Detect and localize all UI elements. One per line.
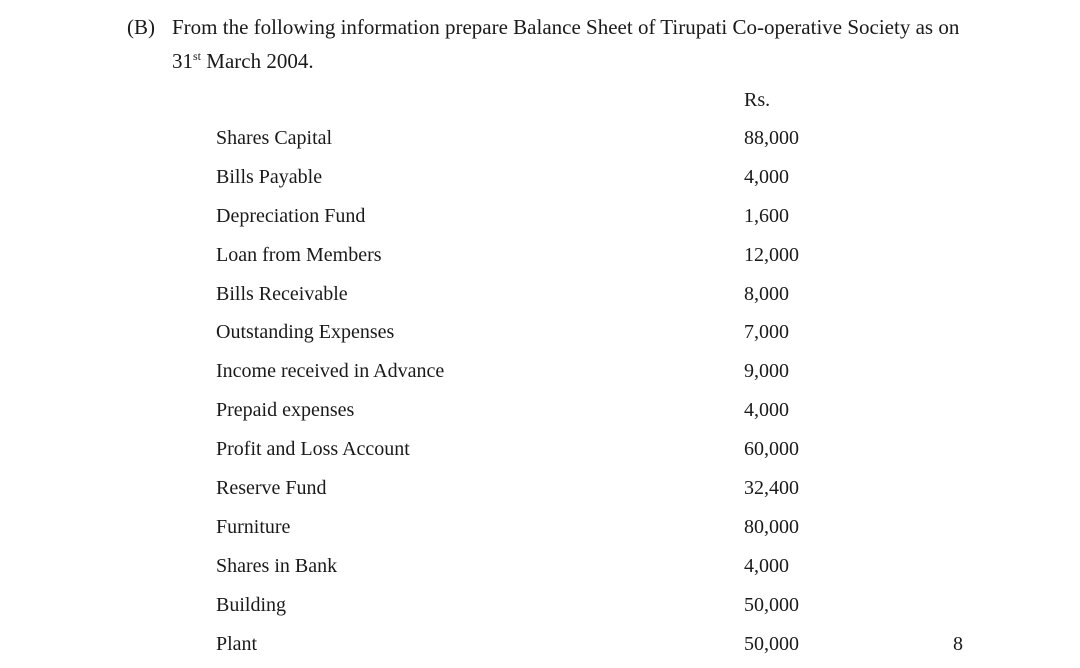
item-amount: 4,000 [744,165,789,188]
list-item [0,552,1080,591]
list-item [0,241,1080,280]
item-amount: 8,000 [744,282,789,305]
item-amount: 7,000 [744,321,789,344]
list-item [0,202,1080,241]
date-suffix: st [193,49,202,63]
item-amount: 9,000 [744,360,789,383]
item-label: Plant [216,632,258,655]
item-label: Bills Payable [216,165,323,188]
item-amount: 88,000 [744,127,799,149]
item-amount: 4,000 [744,399,789,422]
item-label: Building [216,593,287,616]
list-item [0,435,1080,474]
item-label: Income received in Advance [216,360,445,383]
list-item [0,630,1080,668]
item-amount: 1,600 [744,204,789,227]
question-text: From the following information prepare Balance Sheet of Tirupati Co-operative Society as on [172,15,960,39]
page-number: 8 [953,633,963,655]
list-item [0,591,1080,630]
item-label: Bills Receivable [216,282,348,305]
list-item [0,474,1080,513]
date-day: 31 [172,49,193,73]
list-item [0,357,1080,396]
list-item [0,513,1080,552]
currency-header: Rs. [744,89,771,111]
item-label: Furniture [216,515,291,538]
item-label: Outstanding Expenses [216,321,395,344]
list-item [0,280,1080,319]
item-label: Depreciation Fund [216,204,366,227]
item-label: Prepaid expenses [216,399,355,422]
item-label: Loan from Members [216,243,382,266]
item-label: Reserve Fund [216,477,327,500]
item-label: Shares Capital [216,127,333,149]
item-label: Profit and Loss Account [216,438,410,461]
question-label: (B) [127,15,155,39]
item-amount: 50,000 [744,593,799,616]
item-amount: 50,000 [744,632,799,655]
item-amount: 32,400 [744,477,799,500]
list-item [0,124,1080,163]
list-item [0,318,1080,357]
item-amount: 80,000 [744,515,799,538]
list-item [0,163,1080,202]
item-amount: 60,000 [744,438,799,461]
balance-items-list [0,124,1080,668]
item-amount: 12,000 [744,243,799,266]
question-date [172,46,314,76]
item-label: Shares in Bank [216,554,338,577]
date-rest: March 2004. [201,49,314,73]
list-item [0,396,1080,435]
item-amount: 4,000 [744,554,789,577]
